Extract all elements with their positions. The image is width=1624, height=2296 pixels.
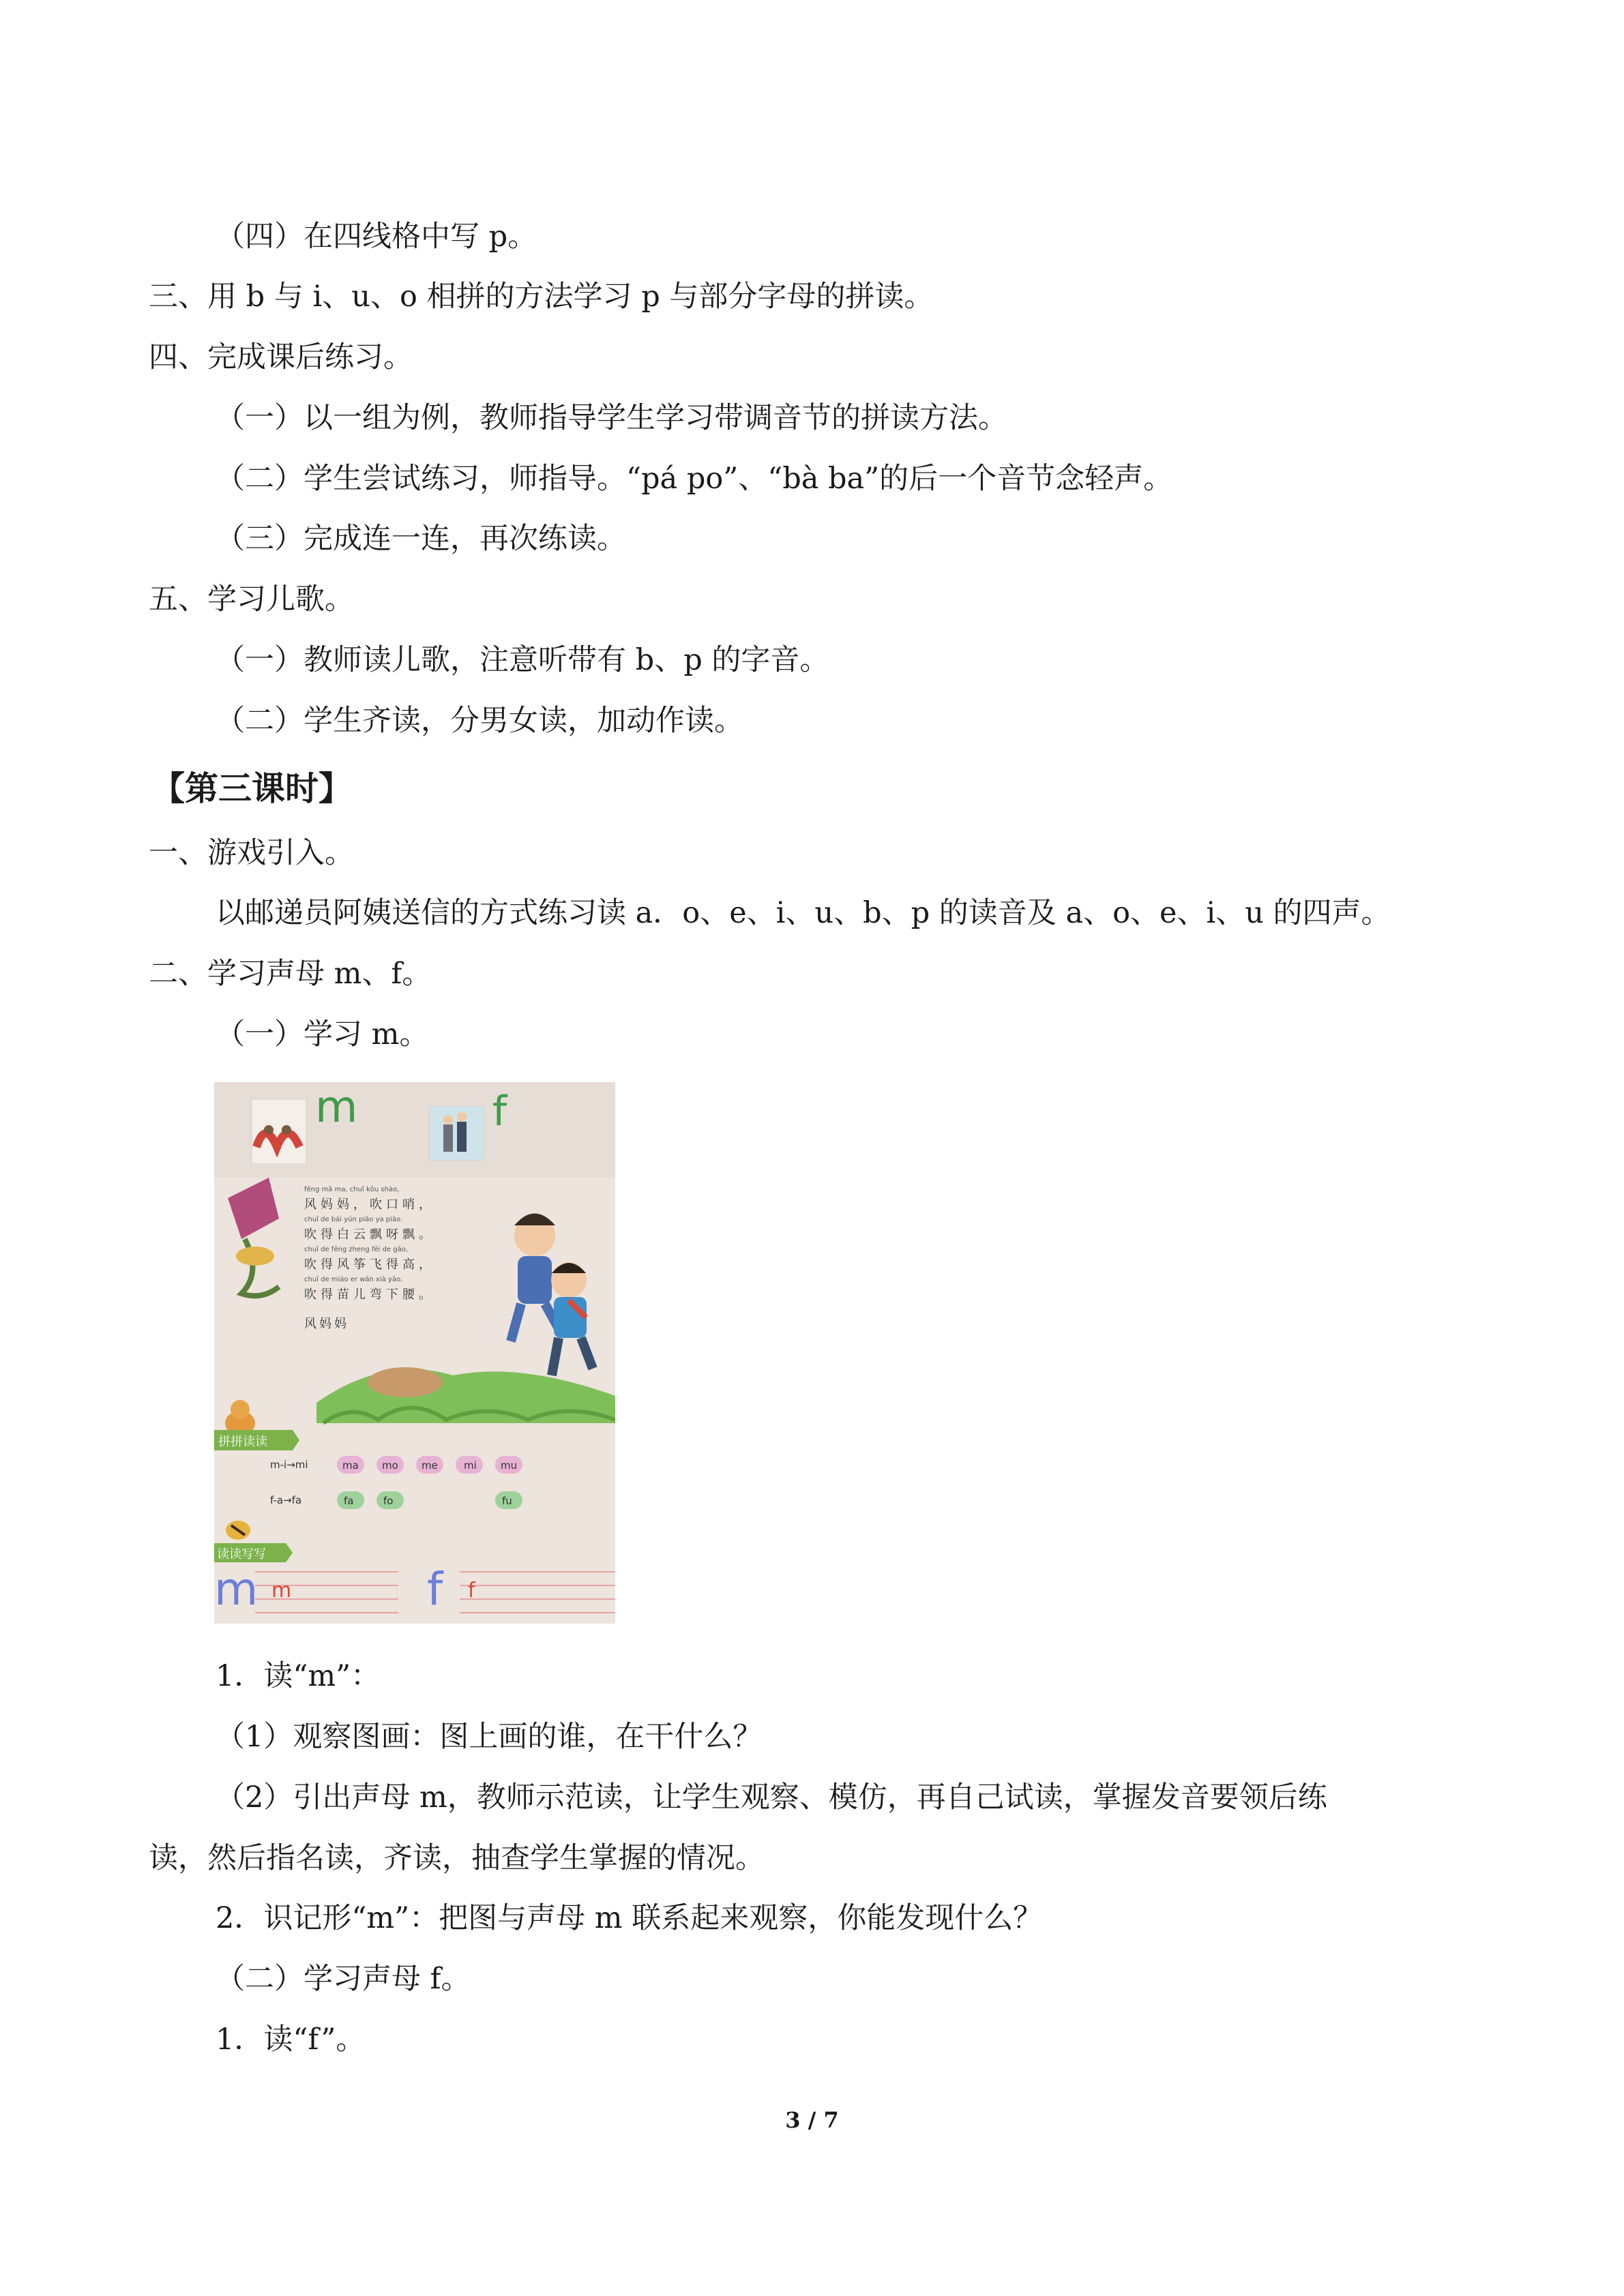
letter-m: m xyxy=(315,1082,358,1133)
text-line: 五、学习儿歌。 xyxy=(149,582,354,616)
text-line: 一、游戏引入。 xyxy=(149,836,354,870)
textbook-illustration xyxy=(214,1082,615,1624)
text-line: （1）观察图画：图上画的谁，在干什么？ xyxy=(216,1720,763,1754)
syllable: fu xyxy=(502,1495,512,1507)
text-line: （一）教师读儿歌，注意听带有 b、p 的字音。 xyxy=(216,643,829,677)
syllable: mo xyxy=(382,1459,398,1472)
text-line: 四、完成课后练习。 xyxy=(149,340,413,374)
poem-pinyin: chuī de miáo er wān xià yāo. xyxy=(304,1276,403,1283)
poem-line: 吹得风筝飞得高， xyxy=(304,1257,435,1272)
poem-pinyin: fēng mā ma, chuī kǒu shào, xyxy=(304,1186,400,1193)
syllable: fa xyxy=(344,1495,354,1507)
syllable: me xyxy=(422,1459,438,1472)
text-line: （一）学习 m。 xyxy=(216,1017,429,1052)
poem-line: 风妈妈，吹口哨， xyxy=(304,1197,435,1212)
letter-f: f xyxy=(492,1088,507,1135)
text-line: 二、学习声母 m、f。 xyxy=(149,957,432,991)
section-heading: 【第三课时】 xyxy=(151,769,353,808)
text-line: 以邮递员阿姨送信的方式练习读 a．o、e、i、u、b、p 的读音及 a、o、e、i、u 的四声。 xyxy=(216,896,1391,930)
text-line: 读，然后指名读，齐读，抽查学生掌握的情况。 xyxy=(149,1841,765,1875)
spelling-rule: m-i→mi xyxy=(270,1459,308,1471)
poem-line: 吹得苗儿弯下腰。 xyxy=(304,1287,435,1302)
text-line: （一）以一组为例，教师指导学生学习带调音节的拼读方法。 xyxy=(216,401,1007,435)
text-line: （二）学生齐读，分男女读，加动作读。 xyxy=(216,704,743,738)
letter-m-small: m xyxy=(271,1579,292,1602)
syllable: mi xyxy=(464,1459,477,1472)
text-line: （二）学生尝试练习，师指导。“pá po”、“bà ba”的后一个音节念轻声。 xyxy=(216,462,1173,496)
text-line: （四）在四线格中写 p。 xyxy=(216,220,537,254)
text-line: （2）引出声母 m，教师示范读，让学生观察、模仿，再自己试读，掌握发音要领后练 xyxy=(216,1780,1327,1815)
text-line: 1．读“m”： xyxy=(216,1659,381,1693)
poem-line: 吹得白云飘呀飘。 xyxy=(304,1227,435,1242)
poem-title: 风妈妈 xyxy=(304,1317,349,1331)
text-line: 三、用 b 与 i、u、o 相拼的方法学习 p 与部分字母的拼读。 xyxy=(149,280,934,314)
section-label-pinpin: 拼拼读读 xyxy=(218,1435,267,1449)
letter-f-small: f xyxy=(468,1579,475,1602)
text-line: （二）学习声母 f。 xyxy=(216,1962,471,1996)
text-line: 2．识记形“m”：把图与声母 m 联系起来观察，你能发现什么？ xyxy=(216,1901,1043,1935)
syllable: mu xyxy=(501,1459,518,1472)
letter-f-large: f xyxy=(427,1563,443,1615)
poem-pinyin: chuī de fēng zheng fēi de gāo, xyxy=(304,1246,409,1253)
page-number: 3 / 7 xyxy=(785,2107,839,2133)
section-label-dudu: 读读写写 xyxy=(217,1547,266,1562)
text-line: （三）完成连一连，再次练读。 xyxy=(216,522,626,556)
syllable: ma xyxy=(342,1459,359,1472)
spelling-rule: f-a→fa xyxy=(270,1494,302,1506)
text-line: 1．读“f”。 xyxy=(216,2023,366,2057)
letter-m-large: m xyxy=(214,1563,259,1615)
poem-pinyin: chuī de bái yún piāo ya piāo. xyxy=(304,1216,403,1223)
syllable: fo xyxy=(383,1495,394,1507)
textbook-photo xyxy=(214,1082,615,1624)
